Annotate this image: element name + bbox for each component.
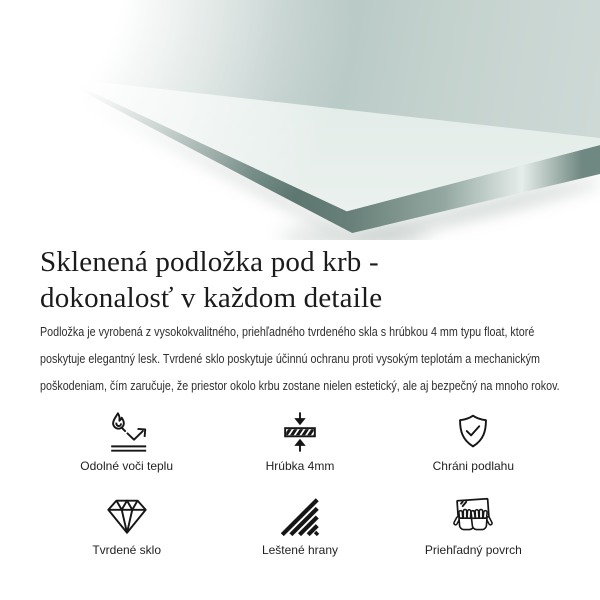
feature-heat-resistant [40, 409, 213, 474]
feature-polished-edges [213, 493, 386, 558]
polished-edges-icon [277, 493, 323, 539]
feature-label: Tvrdené sklo [92, 542, 162, 557]
feature-transparent-surface [387, 493, 560, 558]
description-line: Podložka je vyrobená z vysokokvalitného, priehľadného tvrdeného skla s hrúbkou 4 mm typu float, ktoré [40, 324, 535, 339]
copy-block [0, 240, 600, 558]
feature-label: Leštené hrany [261, 542, 339, 557]
feature-thickness [213, 409, 386, 474]
product-description [40, 319, 590, 400]
description-line: poškodeniam, čím zaručuje, že priestor okolo krbu zostane nielen estetický, ale aj bezpečný na mnoho rokov. [40, 378, 560, 393]
feature-protects-floor [387, 409, 560, 474]
hands-holding-glass-icon [450, 493, 496, 539]
feature-label: Odolné voči teplu [80, 458, 174, 473]
description-line: poskytuje elegantný lesk. Tvrdené sklo poskytuje účinnú ochranu proti vysokým teplotám a mechanickým [40, 351, 540, 366]
shield-check-icon [450, 409, 496, 455]
thickness-4mm-icon [277, 409, 323, 455]
diamond-icon [104, 493, 150, 539]
features-grid [40, 409, 560, 558]
page-title: Sklenená podložka pod krb - dokonalosť v každom detaile [40, 246, 383, 314]
feature-label: Hrúbka 4mm [265, 458, 335, 473]
flame-bounce-icon [104, 409, 150, 455]
feature-label: Priehľadný povrch [424, 542, 522, 557]
feature-label: Chráni podlahu [432, 458, 515, 473]
product-image [0, 0, 600, 240]
feature-tempered-glass [40, 493, 213, 558]
